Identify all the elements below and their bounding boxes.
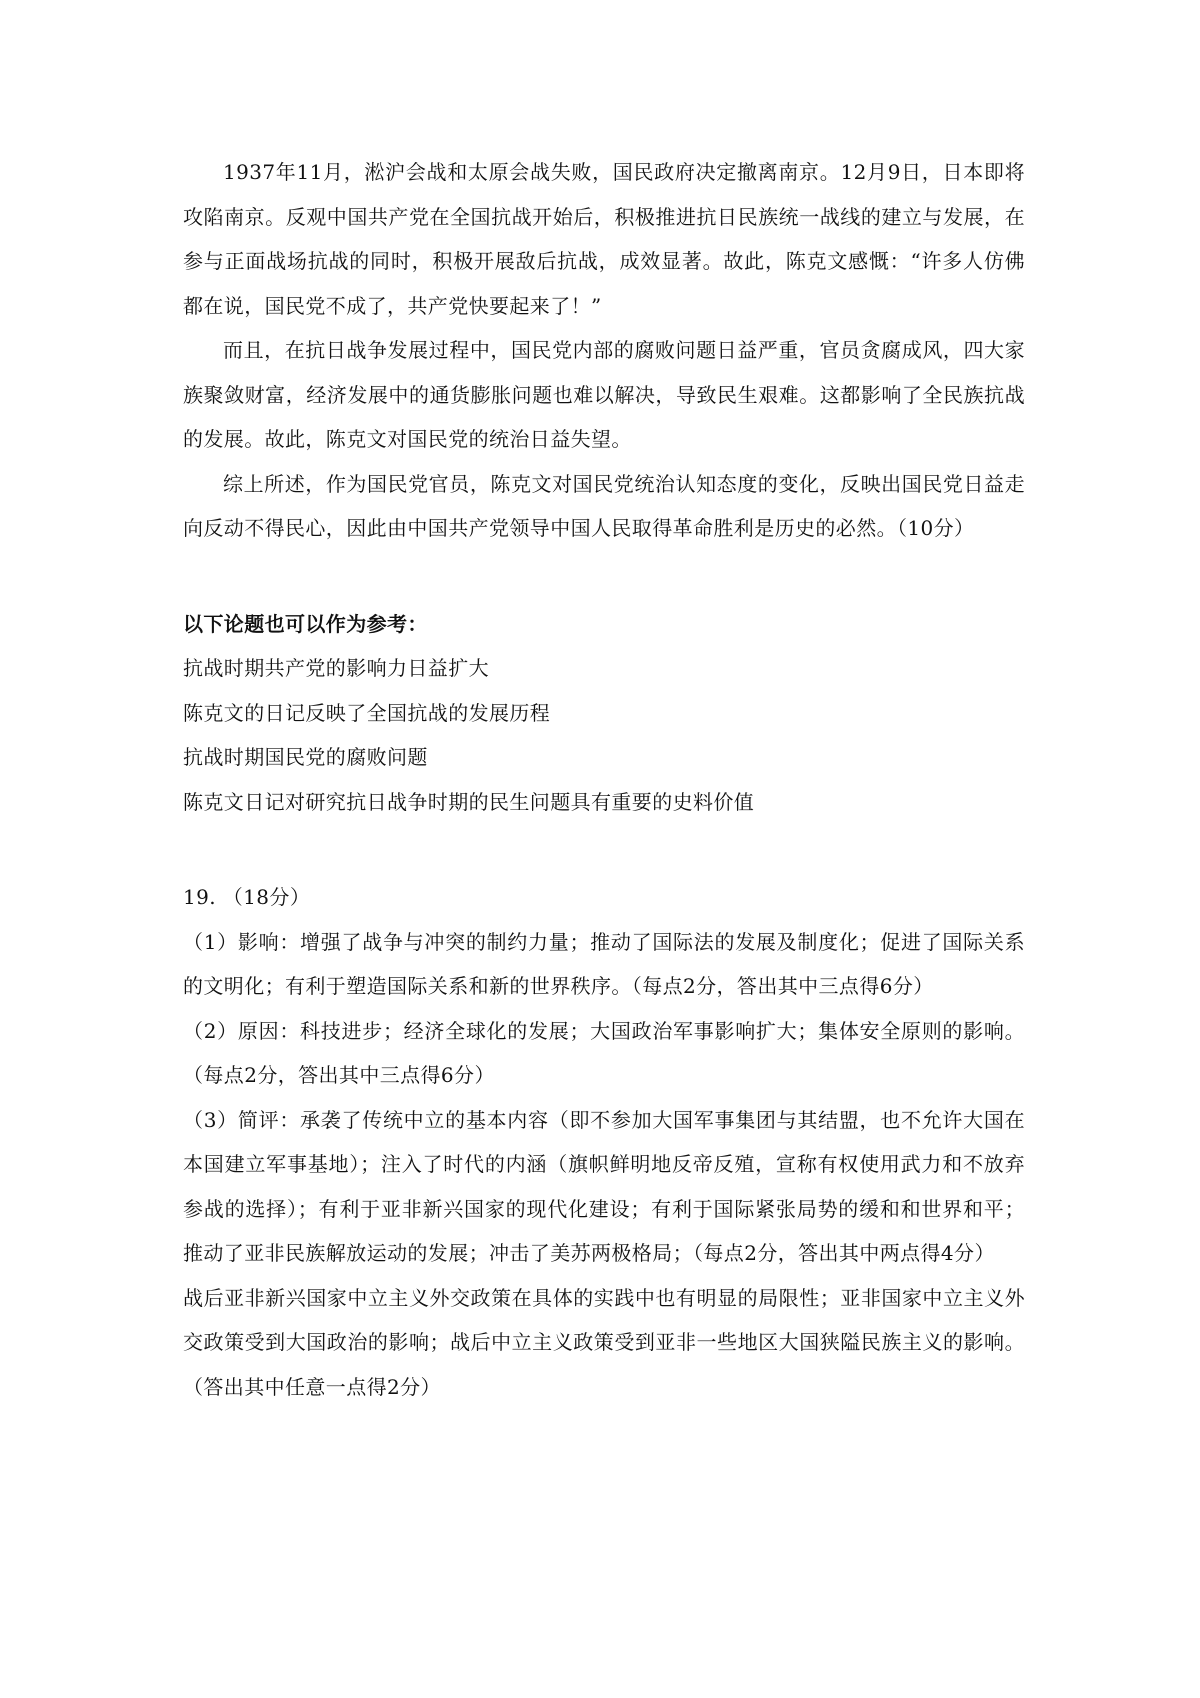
question-19-heading: 19. （18分） bbox=[183, 885, 311, 909]
essay-paragraph-3: 综上所述，作为国民党官员，陈克文对国民党统治认知态度的变化，反映出国民党日益走向反动不得民心，因此由中国共产党领导中国人民取得革命胜利是历史的必然。（10分） bbox=[183, 471, 1025, 540]
reference-item: 抗战时期共产党的影响力日益扩大 bbox=[183, 656, 489, 680]
question-19-answer-3: （3）简评：承袭了传统中立的基本内容（即不参加大国军事集团与其结盟，也不允许大国在本国建立军事基地）；注入了时代的内涵（旗帜鲜明地反帝反殖，宣称有权使用武力和不放弃参战的选择）；有利于亚非新兴国家的现代化建设；有利于国际紧张局势的缓和和世界和平；推动了亚非民族解放运动的发展；冲击了美苏两极格局；（每点2分，答出其中两点得4分） bbox=[183, 1107, 1025, 1265]
essay-paragraph-1: 1937年11月，淞沪会战和太原会战失败，国民政府决定撤离南京。12月9日，日本即将攻陷南京。反观中国共产党在全国抗战开始后，积极推进抗日民族统一战线的建立与发展，在参与正面战场抗战的同时，积极开展敌后抗战，成效显著。故此，陈克文感慨：“许多人仿佛都在说，国民党不成了，共产党快要起来了！” bbox=[183, 160, 1025, 318]
question-19-answer-2: （2）原因：科技进步；经济全球化的发展；大国政治军事影响扩大；集体安全原则的影响。（每点2分，答出其中三点得6分） bbox=[183, 1018, 1025, 1087]
question-19-limitations: 战后亚非新兴国家中立主义外交政策在具体的实践中也有明显的局限性；亚非国家中立主义外交政策受到大国政治的影响；战后中立主义政策受到亚非一些地区大国狭隘民族主义的影响。（答出其中任意一点得2分） bbox=[183, 1285, 1025, 1399]
reference-item: 陈克文日记对研究抗日战争时期的民生问题具有重要的史料价值 bbox=[183, 789, 755, 814]
reference-heading: 以下论题也可以作为参考： bbox=[183, 611, 428, 636]
reference-item: 抗战时期国民党的腐败问题 bbox=[183, 745, 428, 769]
document-content bbox=[183, 150, 1025, 1409]
reference-item: 陈克文的日记反映了全国抗战的发展历程 bbox=[183, 700, 551, 725]
essay-paragraph-2: 而且，在抗日战争发展过程中，国民党内部的腐败问题日益严重，官员贪腐成风，四大家族聚敛财富，经济发展中的通货膨胀问题也难以解决，导致民生艰难。这都影响了全民族抗战的发展。故此，陈克文对国民党的统治日益失望。 bbox=[183, 338, 1025, 451]
question-19-answer-1: （1）影响：增强了战争与冲突的制约力量；推动了国际法的发展及制度化；促进了国际关系的文明化；有利于塑造国际关系和新的世界秩序。（每点2分，答出其中三点得6分） bbox=[183, 929, 1025, 998]
